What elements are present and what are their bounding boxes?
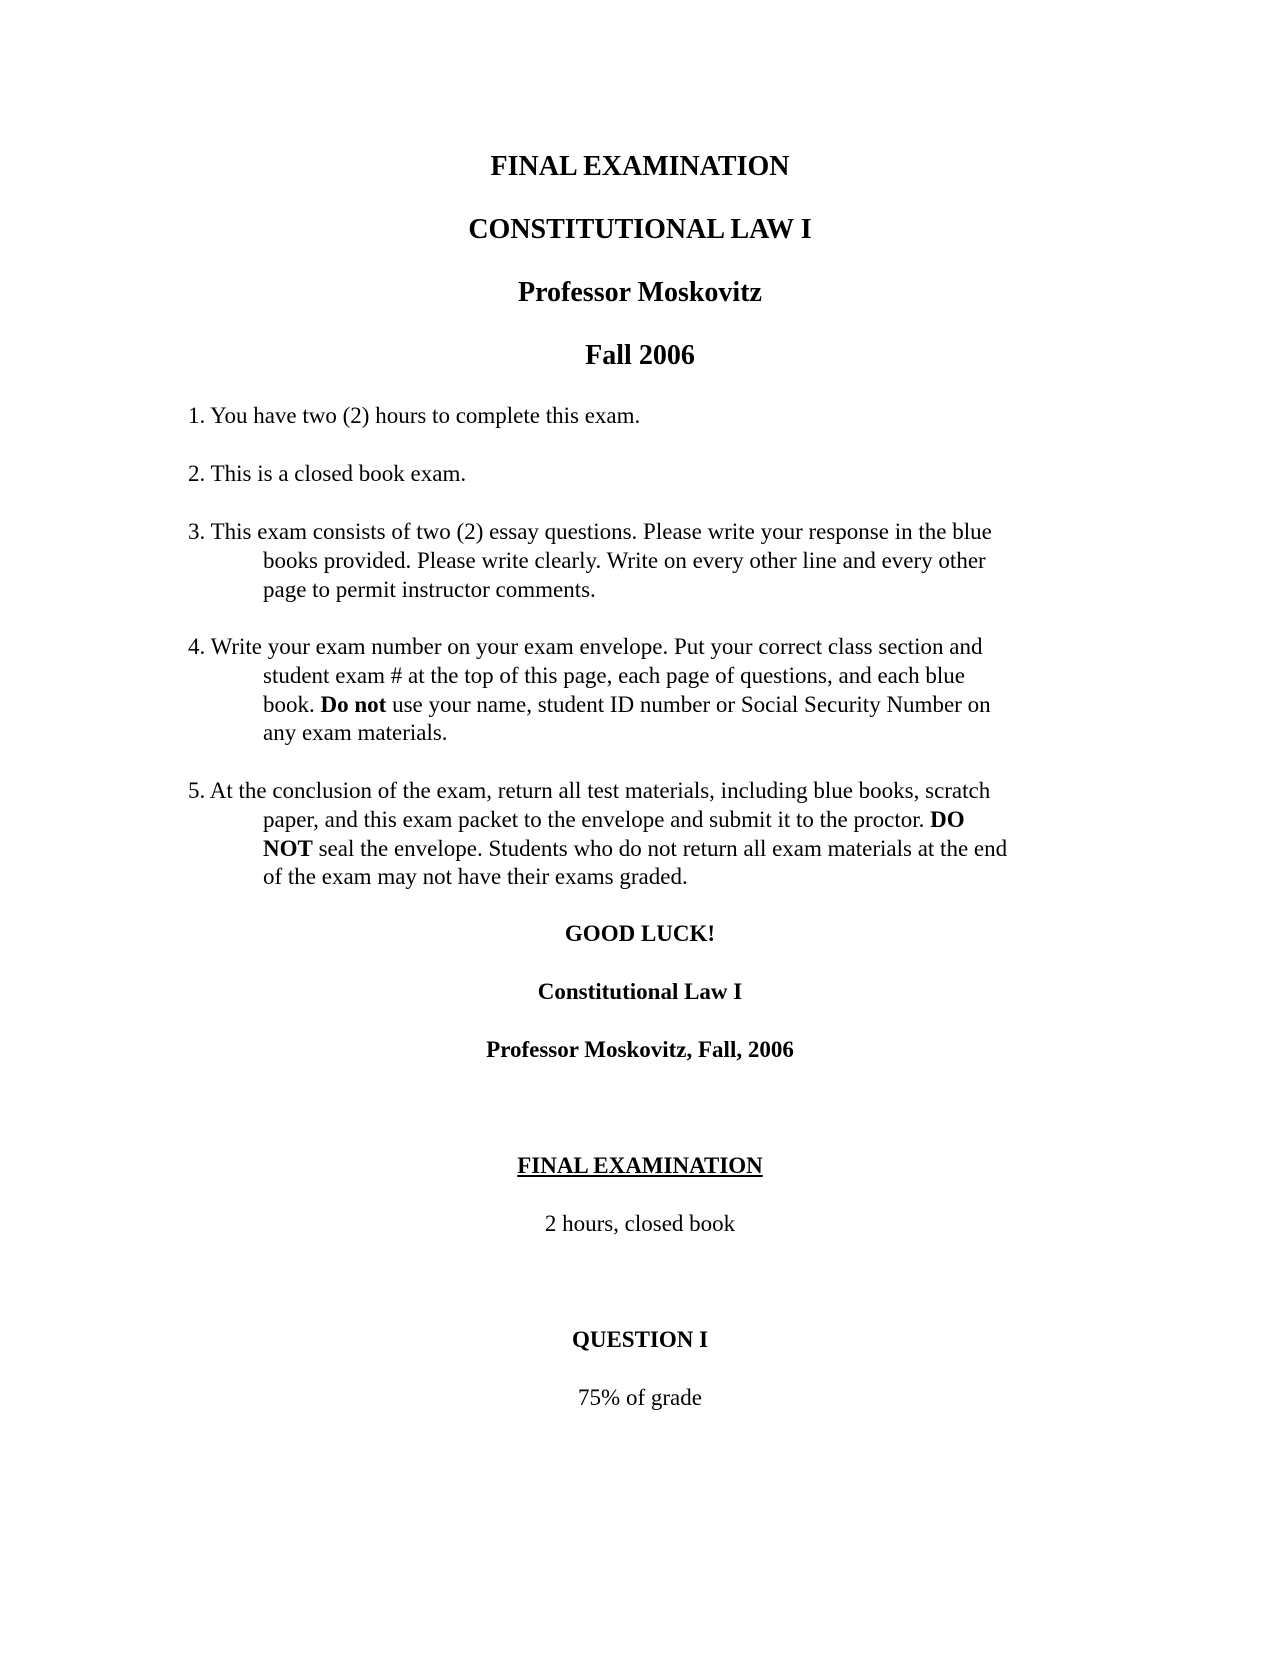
- instruction-text: paper, and this exam packet to the envelope and submit it to the proctor.: [263, 806, 931, 832]
- professor-name: Professor Moskovitz: [518, 277, 762, 308]
- emphasis-not: NOT: [263, 835, 313, 861]
- question-title: QUESTION I: [571, 1327, 709, 1352]
- section-title: [0, 1152, 1280, 1180]
- instruction-text: 2. This is a closed book exam.: [188, 461, 467, 486]
- section-details: 2 hours, closed book: [544, 1211, 736, 1236]
- question-weight: 75% of grade: [578, 1385, 702, 1410]
- term: Fall 2006: [585, 340, 695, 371]
- closing-professor-term: Professor Moskovitz, Fall, 2006: [486, 1037, 794, 1062]
- instruction-text: use your name, student ID number or Social Security Number on: [386, 691, 991, 717]
- instruction-line: any exam materials.: [263, 720, 448, 746]
- instruction-line: page to permit instructor comments.: [263, 576, 596, 602]
- instruction-line: 3. This exam consists of two (2) essay questions. Please write your response in the blue: [188, 519, 992, 544]
- exam-title: FINAL EXAMINATION: [490, 151, 790, 182]
- instruction-item-4: [188, 633, 1088, 748]
- instruction-line: student exam # at the top of this page, each page of questions, and each blue: [263, 662, 965, 688]
- instruction-item-5: [188, 777, 1088, 892]
- instruction-item-2: [188, 460, 1088, 489]
- instruction-line: of the exam may not have their exams graded.: [263, 864, 688, 890]
- closing-course: Constitutional Law I: [537, 979, 743, 1004]
- instruction-line: [188, 691, 1088, 720]
- course-title: CONSTITUTIONAL LAW I: [468, 214, 812, 245]
- instruction-text: book.: [263, 691, 321, 717]
- instruction-item-1: [188, 402, 1088, 431]
- instruction-item-3: [188, 518, 1088, 604]
- good-luck: GOOD LUCK!: [564, 921, 716, 946]
- emphasis-do-not: Do not: [320, 691, 387, 717]
- instruction-line: 4. Write your exam number on your exam envelope. Put your correct class section and: [188, 634, 983, 659]
- instruction-text: seal the envelope. Students who do not return all exam materials at the end: [312, 835, 1008, 861]
- instruction-line: 5. At the conclusion of the exam, return all test materials, including blue books, scratch: [188, 778, 991, 803]
- instruction-line: books provided. Please write clearly. Write on every other line and every other: [263, 547, 986, 573]
- emphasis-do: DO: [930, 806, 965, 832]
- instruction-line: [188, 835, 1088, 864]
- instruction-text: 1. You have two (2) hours to complete this exam.: [188, 403, 641, 428]
- instruction-line: [188, 806, 1088, 835]
- section-title-text: FINAL EXAMINATION: [517, 1153, 763, 1178]
